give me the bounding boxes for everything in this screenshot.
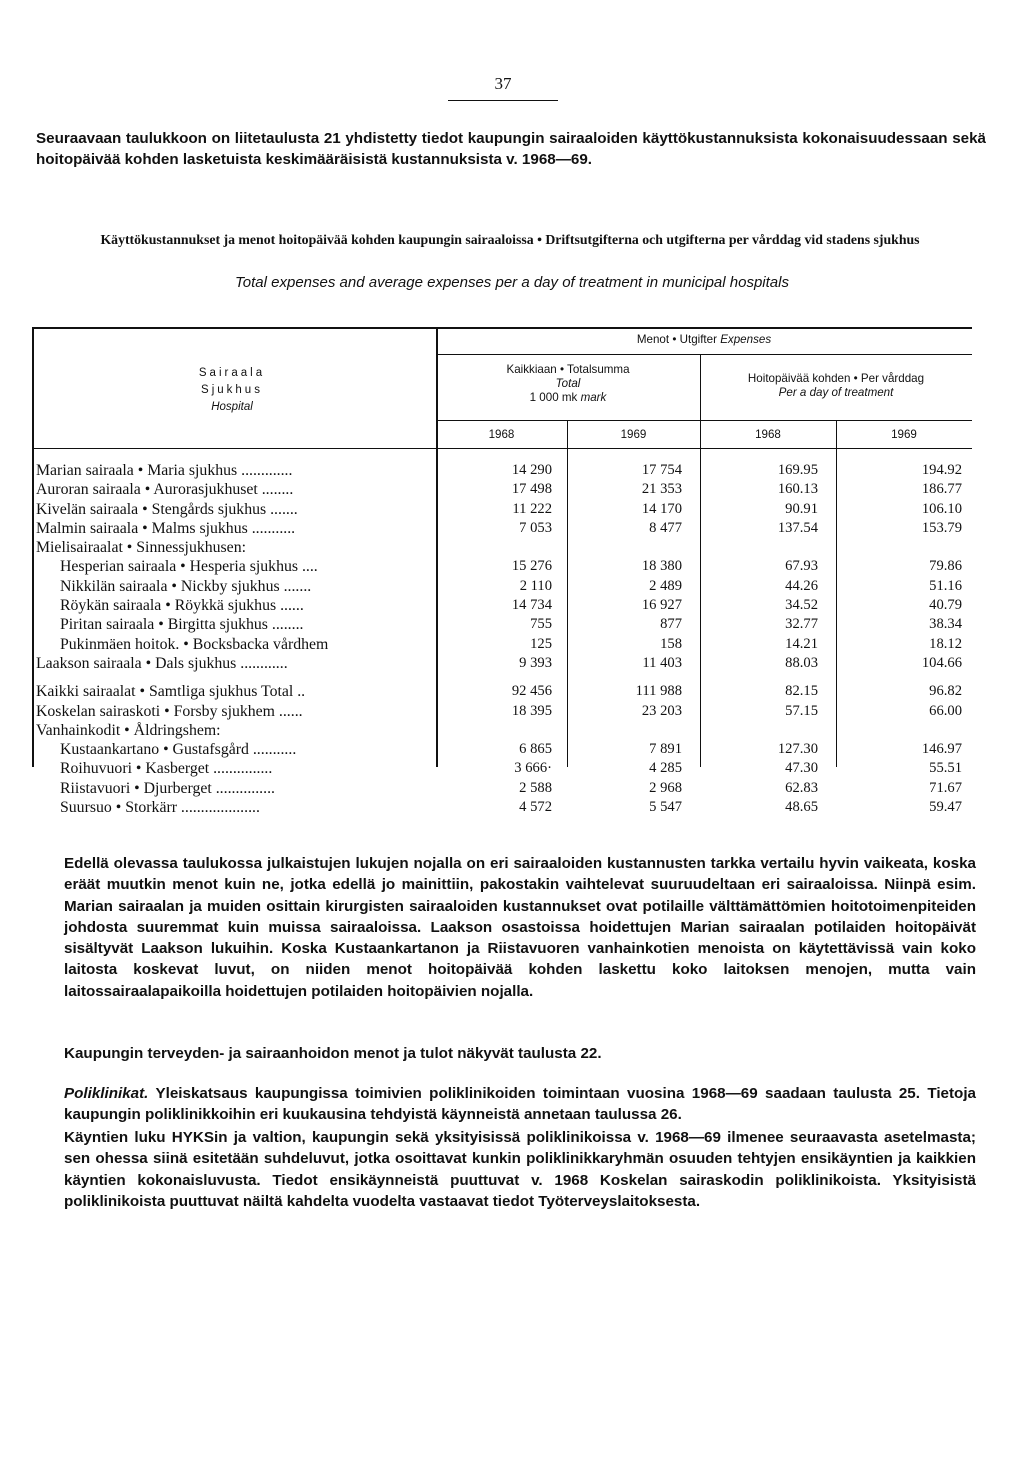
table-cell: 34.52: [785, 597, 818, 614]
table-row: [36, 615, 972, 634]
hospital-name: Malmin sairaala • Malms sjukhus ...........: [36, 519, 296, 537]
table-cell: 104.66: [921, 654, 962, 671]
table-cell: 7 891: [649, 741, 682, 758]
table-cell: 158: [660, 635, 682, 652]
table-cell: 169.95: [777, 462, 818, 478]
table-cell: 2 110: [519, 577, 552, 594]
table-cell: 146.97: [921, 741, 962, 758]
hospital-name: Vanhainkodit • Åldringshem:: [36, 721, 221, 739]
table-cell: 67.93: [785, 558, 818, 575]
table-cell: 88.03: [785, 654, 818, 671]
table-cell: 4 572: [519, 799, 552, 816]
table-cell: 23 203: [641, 702, 682, 719]
table-cell: 106.10: [921, 500, 962, 517]
table-cell: 153.79: [921, 519, 962, 536]
table-cell: 11 403: [642, 654, 682, 671]
table-cell: 6 865: [519, 741, 552, 758]
table-row: [36, 538, 972, 557]
hospital-name: Laakson sairaala • Dals sjukhus ............: [36, 654, 288, 672]
hospital-name: Roihuvuori • Kasberget ...............: [60, 760, 273, 778]
table-cell: 21 353: [641, 481, 682, 498]
table-cell: 137.54: [777, 519, 818, 536]
table-cell: 51.16: [929, 577, 962, 594]
table-cell: 11 222: [512, 500, 552, 517]
table-cell: 7 053: [519, 519, 552, 536]
hospital-name: Riistavuori • Djurberget ...............: [60, 779, 275, 797]
hospital-name: Pukinmäen hoitok. • Bocksbacka vårdhem: [60, 635, 329, 653]
hospital-name: Koskelan sairaskoti • Forsby sjukhem ......: [36, 702, 303, 720]
table-row: [36, 654, 972, 673]
table-row: [36, 740, 972, 759]
table-body: [36, 461, 972, 817]
table-row: [36, 759, 972, 778]
table-cell: 755: [530, 616, 552, 633]
table-cell: 92 456: [511, 683, 552, 700]
table-cell: 9 393: [519, 654, 552, 671]
table-cell: 90.91: [785, 500, 818, 517]
table-row: [36, 682, 972, 701]
table-cell: 8 477: [649, 519, 682, 536]
table-cell: 18.12: [929, 635, 962, 652]
table-cell: 18 395: [511, 702, 552, 719]
table-cell: 48.65: [785, 799, 818, 816]
table-row: [36, 461, 972, 480]
table-cell: 3 666·: [514, 760, 552, 777]
hospital-name: Piritan sairaala • Birgitta sjukhus ........: [60, 616, 304, 634]
table-title-english: Total expenses and average expenses per a day of treatment in municipal hospitals: [235, 274, 789, 291]
table-cell: 40.79: [929, 597, 962, 614]
table-cell: 2 489: [649, 577, 682, 594]
table-cell: 186.77: [921, 481, 962, 498]
table-cell: 57.15: [785, 702, 818, 719]
table-cell: 14 170: [641, 500, 682, 517]
hospital-name: Auroran sairaala • Aurorasjukhuset ........: [36, 481, 294, 499]
per-day-header: Hoitopäivää kohden • Per vårddag Per a day of treatment: [747, 372, 925, 399]
hospital-name: Marian sairaala • Maria sjukhus .............: [36, 462, 293, 479]
page-number: 37: [448, 74, 558, 101]
table-cell: 2 968: [649, 779, 682, 796]
table-cell: 32.77: [785, 616, 818, 633]
table-cell: 2 588: [519, 779, 552, 796]
table-cell: 38.34: [929, 616, 962, 633]
hospital-name: Kaikki sairaalat • Samtliga sjukhus Total ..: [36, 683, 306, 701]
table-cell: 44.26: [785, 577, 818, 594]
year-1968-per-day: 1968: [755, 428, 781, 441]
table-cell: 82.15: [785, 683, 818, 700]
table-cell: 18 380: [641, 558, 682, 575]
table-cell: 194.92: [921, 462, 962, 478]
table-row: [36, 635, 972, 654]
table-title: Käyttökustannukset ja menot hoitopäivää kohden kaupungin sairaaloissa • Driftsutgifterna och utgifterna per vårddag vid stadens sjukhus: [100, 232, 920, 247]
year-1969-total: 1969: [620, 428, 647, 441]
hospital-name: Nikkilän sairaala • Nickby sjukhus .......: [60, 577, 312, 595]
table-row: [36, 779, 972, 798]
table-cell: 15 276: [511, 558, 552, 575]
table-row: [36, 557, 972, 576]
hospital-name: Kivelän sairaala • Stengårds sjukhus .......: [36, 500, 298, 518]
hospital-name: Röykän sairaala • Röykkä sjukhus ......: [60, 597, 304, 615]
expenses-header: Menot • Utgifter Expenses: [636, 333, 772, 346]
table-cell: 111 988: [635, 683, 682, 700]
paragraph-visits: Käyntien luku HYKSin ja valtion, kaupungin sekä yksityisissä poliklinikoissa v. 1968—69 ilmenee seuraavasta asetelmasta; sen ohessa siinä esitetään suhdeluvut, jotka osoittavat kunkin poliklinikkaryhmän osuuden tehtyjen ensikäyntien ja kaikkien käyntien kokonaisluvusta. Tiedot ensikäynneistä puuttuvat v. 1968 Koskelan sairaskodin poliklinikoista. Yksityisistä poliklinikoista puuttuvat näiltä kahdelta vuodelta vastaavat tiedot Työterveyslaitoksesta.: [64, 1129, 976, 1210]
table-row: [36, 500, 972, 519]
hospital-name: Kustaankartano • Gustafsgård ...........: [60, 741, 297, 759]
table-cell: 14 290: [511, 462, 552, 478]
table-row: [36, 480, 972, 499]
table-cell: 55.51: [929, 760, 962, 777]
table-cell: 96.82: [929, 683, 962, 700]
table-cell: 4 285: [649, 760, 682, 777]
table-cell: 14.21: [785, 635, 818, 652]
table-cell: 125: [530, 635, 552, 652]
table-row: [36, 577, 972, 596]
paragraph-table-22: Kaupungin terveyden- ja sairaanhoidon menot ja tulot näkyvät taulusta 22.: [64, 1045, 602, 1062]
intro-paragraph: Seuraavaan taulukkoon on liitetaulusta 21 yhdistetty tiedot kaupungin sairaaloiden käyttökustannuksista kokonaisuudessaan sekä hoitopäivää kohden lasketuista keskimääräisistä kustannuksista v. 1968—69.: [36, 130, 986, 168]
year-1969-per-day: 1969: [891, 428, 917, 441]
hospital-column-header: Sairaala Sjukhus Hospital: [198, 367, 266, 413]
expenses-table: [32, 327, 972, 817]
paragraph-comparison: Edellä olevassa taulukossa julkaistujen lukujen nojalla on eri sairaaloiden kustannusten tarkka vertailu hyvin vaikeata, koska eräät muutkin menot kuin ne, jotka edellä jo mainittiin, pakostakin vaihtelevat suuruudeltaan eri sairaaloissa. Niinpä esim. Marian sairaalan ja muiden osittain kirurgisten sairaaloiden kustannukset ovat potilaille välttämättömien hoitotoimenpiteiden johdosta suuremmat kuin muissa sairaaloissa. Laakson osastoissa hoidettujen Marian sairaalan potilaiden hoitopäivät sisältyvät Laakson lukuihin. Koska Kustaankartanon ja Riistavuoren vanhainkotien menoista on käytettävissä vain koko laitosta koskevat luvut, on niiden menot hoitopäivää kohden laskettu koko laitoksen menojen, mutta vain laitossairaalapaikoilla hoidettujen potilaiden hoitopäivien nojalla.: [64, 855, 976, 1000]
table-row: [36, 596, 972, 615]
table-cell: 17 498: [511, 481, 552, 498]
table-cell: 17 754: [641, 462, 682, 478]
table-cell: 66.00: [929, 702, 962, 719]
hospital-name: Hesperian sairaala • Hesperia sjukhus ....: [60, 558, 318, 576]
table-cell: 47.30: [785, 760, 818, 777]
table-cell: 160.13: [777, 481, 818, 498]
total-header: Kaikkiaan • Totalsumma Total 1 000 mk mark: [506, 363, 630, 404]
year-1968-total: 1968: [488, 428, 515, 441]
table-cell: 71.67: [929, 779, 962, 796]
table-cell: 127.30: [777, 741, 818, 758]
paragraph-polyclinics: Poliklinikat. Yleiskatsaus kaupungissa toimivien poliklinikoiden toimintaan vuosina 1968—69 saadaan taulusta 25. Tietoja kaupungin poliklinikkoihin eri kuukausina tehdyistä käynneistä annetaan taulussa 26.: [64, 1085, 976, 1124]
table-row: [36, 519, 972, 538]
table-cell: 14 734: [511, 597, 552, 614]
table-cell: 16 927: [641, 597, 682, 614]
table-cell: 59.47: [929, 799, 962, 816]
hospital-name: Mielisairaalat • Sinnessjukhusen:: [36, 539, 246, 557]
table-cell: 877: [660, 616, 682, 633]
table-row: [36, 721, 972, 740]
table-row: [36, 702, 972, 721]
table-cell: 62.83: [785, 779, 818, 796]
table-cell: 5 547: [649, 799, 682, 816]
table-cell: 79.86: [929, 558, 962, 575]
hospital-name: Suursuo • Storkärr ....................: [60, 799, 260, 817]
table-row: [36, 798, 972, 817]
